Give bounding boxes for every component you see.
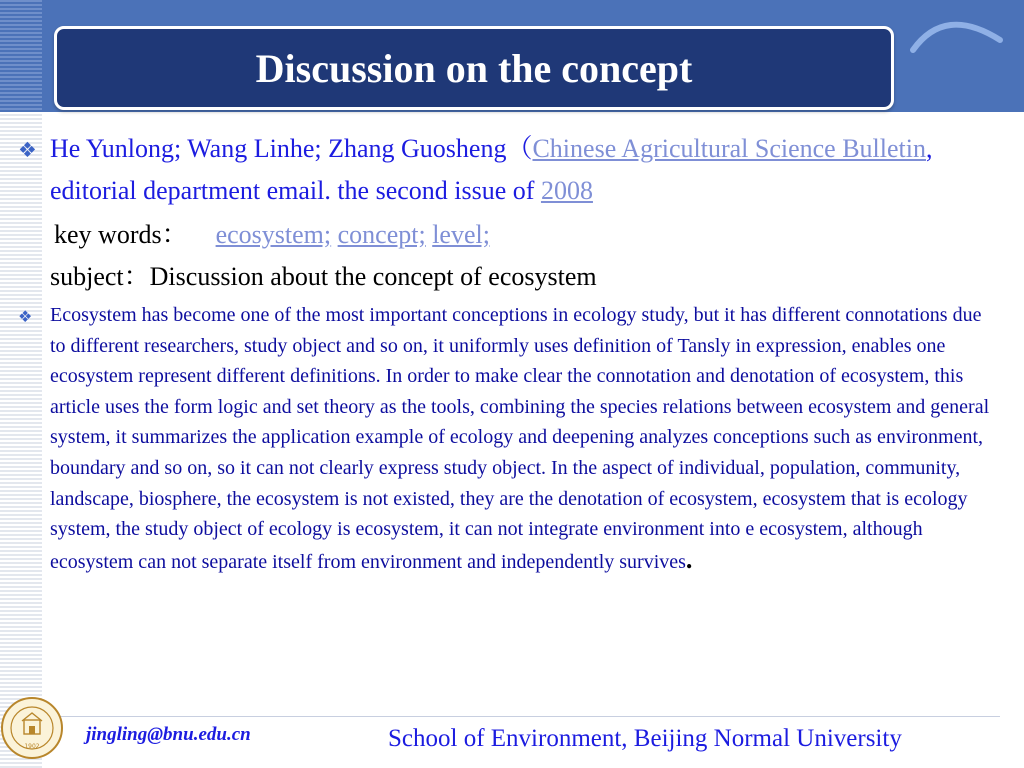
- swoosh-decoration: [905, 10, 1005, 70]
- abstract-paragraph: [18, 300, 993, 577]
- reference-authors: He Yunlong; Wang Linhe; Zhang Guosheng: [50, 134, 507, 163]
- keyword-link-level[interactable]: level;: [432, 220, 490, 249]
- reference-paragraph: [18, 128, 993, 212]
- slide-title: Discussion on the concept: [255, 45, 693, 91]
- keyword-link-concept[interactable]: concept;: [337, 220, 426, 249]
- seal-year: 1902: [24, 743, 40, 750]
- abstract-text: Ecosystem has become one of the most important conceptions in ecology study, but it has different connotations due to different researchers, study object and so on, it uniformly uses definition of Tansly in expression, enables one ecosystem represent different definitions. In order to make clear the connotation and denotation of ecosystem, this article uses the form logic and set theory as the tools, combining the species relations between ecosystem and general system, it summarizes the application example of ecology and deepening analyzes conceptions such as environment, boundary and so on, so it can not clearly express study object. In the aspect of individual, population, community, landscape, biosphere, the ecosystem is not existed, they are the denotation of ecosystem, ecosystem that is ecology system, the study object of ecology is ecosystem, it can not integrate environment into e ecosystem, although ecosystem can not separate itself from environment and independently survives: [50, 304, 990, 573]
- journal-link[interactable]: Chinese Agricultural Science Bulletin: [532, 134, 926, 163]
- keywords-line: [18, 214, 993, 256]
- subject-label: subject：: [50, 262, 150, 291]
- reference-details: , editorial department email. the second issue of: [50, 134, 933, 205]
- diamond-bullet-icon: ❖: [18, 307, 33, 326]
- keyword-link-ecosystem[interactable]: ecosystem;: [215, 220, 332, 249]
- contact-email: jingling@bnu.edu.cn: [86, 724, 251, 745]
- slide-content: [18, 128, 993, 577]
- keywords-label: key words：: [54, 220, 188, 249]
- subject-line: [18, 256, 993, 298]
- title-box: [54, 26, 894, 110]
- subject-text: Discussion about the concept of ecosystem: [149, 262, 597, 291]
- school-name: School of Environment, Beijing Normal University: [388, 725, 902, 752]
- header-stripe-decoration: [0, 0, 42, 112]
- university-seal-logo: [0, 696, 64, 760]
- footer-divider: [60, 716, 1000, 717]
- diamond-bullet-icon: ❖: [18, 138, 37, 162]
- year-link[interactable]: 2008: [540, 176, 593, 205]
- abstract-end-mark: .: [685, 544, 693, 574]
- reference-open-paren: （: [506, 134, 533, 163]
